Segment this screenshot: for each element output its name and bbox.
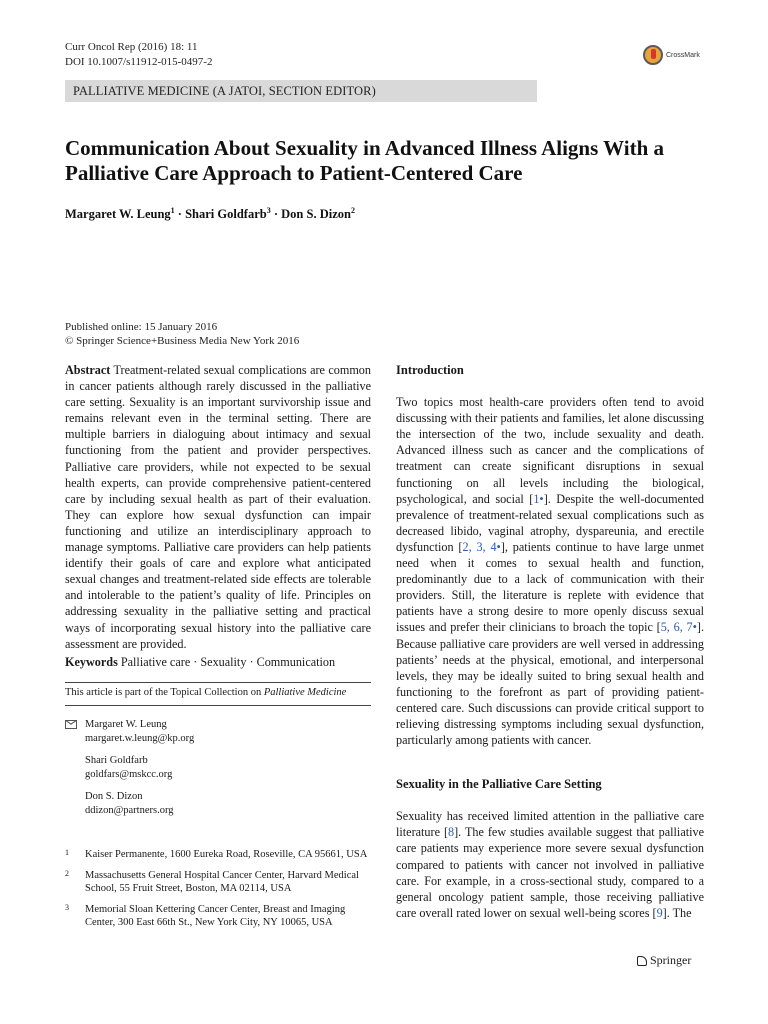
affiliation-item: [65, 903, 375, 930]
affiliation-number: 2: [65, 868, 69, 878]
abstract-label: Abstract: [65, 363, 111, 377]
sexuality-section-heading: Sexuality in the Palliative Care Setting: [396, 777, 602, 792]
abstract-text: Treatment-related sexual complications are common in cancer patients although rarely discussed in the palliative care setting. Sexuality is an important survivorship issue and remains relevant even in the terminal setting. There are multiple barriers in dialoguing about intimacy and sexual functioning from the patient and provider perspectives. Palliative care providers, while not expected to be sexual health experts, can provide comprehensive patient-centered care by including sexual health as part of their evaluation. They can explore how sexual dysfunction can impair functioning and utilize an interdisciplinary approach to manage symptoms. Palliative care providers can help patients identify their goals of care and explore what anticipated sexual changes and treatment-related side effects are tolerable and intolerable to the patient’s quality of life. Principles on addressing sexuality in the palliative setting and practical ways of incorporating sexual history into the palliative care assessment are provided.: [65, 363, 371, 651]
contact-name: Don S. Dizon: [85, 791, 143, 802]
envelope-icon: [65, 720, 77, 729]
correspondence-block: [65, 718, 194, 826]
introduction-heading: Introduction: [396, 363, 464, 377]
keywords: [65, 655, 335, 670]
doi-line: DOI 10.1007/s11912-015-0497-2: [65, 56, 213, 68]
citation-link[interactable]: 2, 3, 4•: [462, 539, 501, 554]
divider: [65, 705, 371, 706]
sexuality-paragraph: [396, 808, 704, 921]
crossmark-icon: [643, 45, 663, 65]
contact-name: Shari Goldfarb: [85, 755, 148, 766]
body-right-column: [396, 362, 704, 921]
affiliation-text: Kaiser Permanente, 1600 Eureka Road, Roseville, CA 95661, USA: [85, 849, 368, 860]
paragraph-text: ], patients continue to have large unmet need when it comes to sexual health and function, predominantly due to a lack of communication with their providers. Still, the literature is replete with evidence that patients have a strong desire to more openly discuss sexual issues and prefer their clinicians to broach the topic [: [396, 539, 704, 635]
affiliations: [65, 848, 375, 937]
citation-link[interactable]: 1•: [533, 491, 544, 506]
citation-meta: [65, 40, 212, 70]
author-separator: ·: [177, 207, 182, 222]
author-name: Don S. Dizon: [281, 207, 351, 222]
keywords-label: Keywords: [65, 655, 118, 669]
affiliation-number: 1: [65, 848, 69, 857]
paragraph-text: ]. Because palliative care providers are well versed in addressing patients’ needs at the physical, emotional, and interpersonal levels, they may be ideally suited to bring sexual health and functioning to the forefront as part of providing patient-centered care. Such discussions can provide critical support to relieving distressing symptoms including sexual dysfunction, particularly among patients with cancer.: [396, 620, 704, 748]
introduction-paragraph: [396, 394, 704, 748]
publication-info: [65, 320, 299, 348]
published-date: Published online: 15 January 2016: [65, 321, 218, 333]
contact-name: Margaret W. Leung: [85, 719, 167, 730]
abstract: [65, 362, 371, 652]
topical-collection-note: [65, 687, 346, 698]
keywords-text: Palliative care · Sexuality · Communication: [120, 655, 336, 669]
citation-link[interactable]: 8: [448, 825, 455, 840]
author-affil-sup: 3: [266, 206, 271, 215]
paragraph-text: ]. Despite the well-documented prevalence of treatment-related sexual complications such as decreased libido, vaginal atrophy, dyspareunia, and erectile dysfunction [: [396, 491, 704, 554]
paragraph-text: ]. The: [662, 905, 692, 920]
paragraph-text: Two topics most health-care providers often tend to avoid discussing with their patients and families, let alone discussing the intersection of the two, include sexuality and death. Advanced illness such as cancer and the complications of treatment can create significant disruptions in sexual functioning on all levels including the biological, psychological, and social [: [396, 395, 704, 506]
author-name: Shari Goldfarb: [185, 207, 267, 222]
affiliation-number: 3: [65, 902, 69, 912]
publisher-footer: [637, 953, 691, 968]
paragraph-text: ]. The few studies available suggest that palliative care patients may experience more severe sexual dysfunction compared to patients with cancer not involved in palliative care. For example, in a cross-sectional study, compared to a general oncology patient sample, those receiving palliative care overall rated lower on sexual well-being scores [: [396, 825, 705, 920]
author-name: Margaret W. Leung: [65, 207, 171, 222]
article-title: Communication About Sexuality in Advanced Illness Aligns With a Palliative Care Approach to Patient-Centered Care: [65, 136, 665, 185]
paragraph-text: Sexuality has received limited attention in the palliative care literature [: [396, 809, 704, 840]
citation-link[interactable]: 5, 6, 7•: [660, 620, 697, 635]
affiliation-item: [65, 869, 375, 896]
copyright-line: © Springer Science+Business Media New York 2016: [65, 335, 300, 347]
contact-email[interactable]: goldfars@mskcc.org: [85, 768, 173, 780]
section-banner: PALLIATIVE MEDICINE (A JATOI, SECTION EDITOR): [65, 80, 537, 102]
contact-entry: [65, 754, 194, 781]
author-affil-sup: 1: [170, 206, 175, 215]
crossmark-label: CrossMark: [666, 51, 700, 59]
affiliation-text: Massachusetts General Hospital Cancer Center, Harvard Medical School, 55 Fruit Street, Boston, MA 02114, USA: [85, 869, 359, 894]
contact-entry: [65, 790, 194, 817]
publisher-name: Springer: [650, 953, 692, 967]
journal-line: Curr Oncol Rep (2016) 18: 11: [65, 41, 198, 53]
topical-prefix: This article is part of the Topical Collection on: [65, 687, 264, 698]
contact-email[interactable]: margaret.w.leung@kp.org: [85, 732, 195, 744]
affiliation-item: [65, 848, 375, 862]
author-affil-sup: 2: [350, 206, 355, 215]
contact-entry: [65, 718, 194, 745]
author-list: [65, 206, 355, 222]
author-separator: ·: [273, 207, 279, 222]
affiliation-text: Memorial Sloan Kettering Cancer Center, Breast and Imaging Center, 300 East 66th St., New York City, NY 10065, USA: [85, 903, 346, 928]
springer-logo-icon: [637, 956, 647, 966]
citation-link[interactable]: 9: [656, 905, 663, 920]
topical-collection-link[interactable]: Palliative Medicine: [263, 687, 347, 698]
divider: [65, 682, 371, 683]
contact-email[interactable]: ddizon@partners.org: [85, 804, 174, 816]
crossmark-badge[interactable]: [643, 40, 707, 70]
